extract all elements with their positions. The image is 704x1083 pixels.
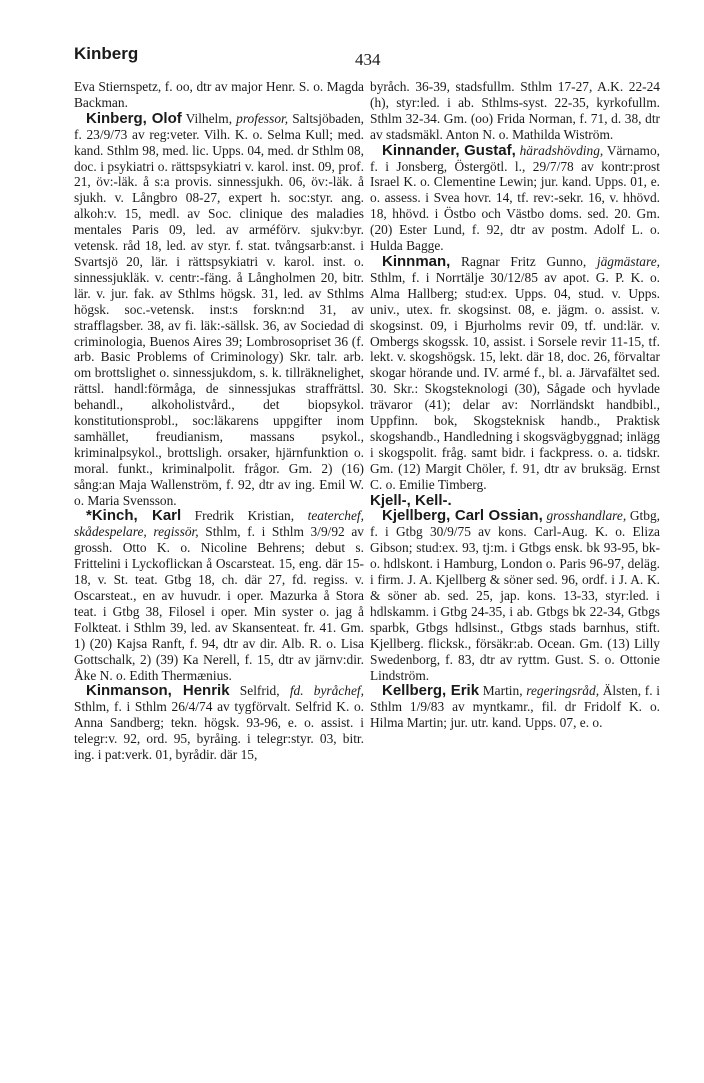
entry-occupation: jägmästare, <box>596 253 660 269</box>
entry-occupation: fd. byråchef, <box>289 683 364 699</box>
entry-kinberg-olof <box>74 111 364 509</box>
entry-headword: Kinmanson, Henrik <box>86 682 230 700</box>
entry-occupation: professor, <box>236 110 289 126</box>
entry-occupation: teaterchef, skådespelare, regissör, <box>74 508 364 540</box>
entry-occupation: regeringsråd, <box>526 683 600 699</box>
entry-headword: Kinberg, Olof <box>86 109 182 127</box>
entry-kellberg-erik <box>370 683 660 731</box>
entry-stiernspetz-continuation <box>74 79 364 111</box>
entry-text: Fredrik Kristian, teaterchef, skådespelare, regissör, Sthlm, f. i Sthlm 3/9/92 av grossh. Otto K. o. Nicoline Behrens; debut s. Frittelini i Lyckoflickan å Oscarsteat. 15, eng. där 15-18, v. St. teat. Gtbg 18, ch. där 27, fd. regiss. v. Oscarsteat., en av huvudr. i oper. Mazurka å Stora teat. i Gtbg 38, Filosel i oper. Min syster o. jag å Folkteat. i Sthlm 39, led. av Skansenteat. fr. 41. Gm. 1) (20) Kajsa Ranft, f. 94, dtr av dir. Alb. R. o. Lisa Gottschalk, 2) (39) Ka Nerell, f. 15, dtr av järnv:dir. Åke N. o. Edith Thermænius. <box>74 508 365 683</box>
left-column <box>74 79 364 763</box>
entry-text: Vilhelm, professor, Saltsjöbaden, f. 23/9/73 av reg:veter. Vilh. K. o. Selma Kull; med. kand. Sthlm 98, med. lic. Upps. 04, med. dr Sthlm 08, doc. i psykiatri o. rättspsykiatri v. karol. inst. 09, prof. 21, öv:-läk. å s:a provis. sinnessjukh. 06, öv:-läk. å sjukh. v. Långbro 08-27, expert h. soc:styr. ang. alkoh:v. 15, medl. av Soc. clinique des maladies mentales Paris 09, led. av arméförv. sjukv:byr. vetensk. råd 18, led. av styr. f. stat. tvångsarb:anst. i Svartsjö 20, lär. i rättspsykiatri v. karol. inst. o. sinnessjukläk. v. centr:-fäng. å Långholmen 20, bitr. lär. v. jur. fak. av Sthlms högsk. 31, led. av Sthlms högsk. soc.-vetensk. inst:s forskn:nd 31, av strafflagsber. 38, av fi. läk:-sällsk. 36, av Sociedad di criminologia, Buenos Aires 39; Lombrosopriset 36 (f. arb. Basic Problems of Criminology) Skr. talr. arb. om brottslighet o. sinnessjukdom, s. k. tillräknelighet, rättsl. handl:förmåga, de sinnessjukas straffrättsl. behandl., alkoholistvård., det biopsykol. konstitutionsprobl., soc:läkarens uppgifter inom samhället, freudianism, massans psykol., kriminalpsykol., brottsligh. orsaker, hjärnfunktion o. moral. funkt., kriminalpolit. frågor. Gm. 2) (16) sång:an Maja Wallenström, f. 92, dtr av ing. Emil W. o. Maria Svensson. <box>74 110 364 508</box>
entry-headword: Kinnman, <box>382 252 451 270</box>
entry-headword: Kjellberg, Carl Ossian, <box>382 507 543 525</box>
entry-headword: *Kinch, Karl <box>86 507 182 525</box>
entry-text: byråch. 36-39, stadsfullm. Sthlm 17-27, A.K. 22-24 (h), styr:led. i ab. Sthlms-syst. 22-35, kyrkofullm. Sthlm 32-34. Gm. (oo) Frida Norman, f. 71, d. 38, dtr av stadsmäkl. Anton N. o. Mathilda Wiström. <box>370 79 660 142</box>
right-column <box>370 79 660 731</box>
entry-occupation: grosshandlare, <box>546 508 627 524</box>
entry-text: Martin, regeringsråd, Älsten, f. i Sthlm 1/9/83 av myntkamr., fil. dr Fridolf K. o. Hilma Martin; jur. utr. kand. Upps. 07, e. o. <box>370 683 660 731</box>
entry-kinmanson-continuation <box>370 79 660 143</box>
entry-text: häradshövding, Värnamo, f. i Jonsberg, Östergötl. l., 29/7/78 av kontr:prost Israel K. o. Clementine Lewin; jur. kand. Upps. 01, e. o. assess. i Svea hovr. 14, tf. rev:-sekr. 16, v. hhövd. 18, hhövd. i Östbo och Västbo doms. sed. 20. Gm. (20) Ester Lund, f. 92, dtr av postm. Adolf L. o. Hulda Bagge. <box>370 142 660 254</box>
entry-kinmanson-henrik <box>74 683 364 763</box>
cross-reference <box>370 493 660 509</box>
entry-headword: Kellberg, Erik <box>382 682 480 700</box>
entry-kinnander-gustaf <box>370 143 660 254</box>
page-number: 434 <box>355 50 381 69</box>
entry-text: Selfrid, fd. byråchef, Sthlm, f. i Sthlm 26/4/74 av tygförvalt. Selfrid K. o. Anna Sandberg; tekn. högsk. 93-96, e. o. assist. i telegr:v. 92, ord. 95, byråing. i telegr:styr. 03, bitr. ing. i pat:verk. 01, byrådir. där 15, <box>74 683 364 763</box>
entry-occupation: häradshövding, <box>519 142 604 158</box>
entry-headword: Kjell-, Kell-. <box>370 491 452 509</box>
entry-text: Ragnar Fritz Gunno, jägmästare, Sthlm, f. i Norrtälje 30/12/85 av apot. G. P. K. o. Alma Hallberg; stud:ex. Upps. 04, stud. v. Upps. univ., utex. fr. skogsinst. 08, e. jägm. o. assist. v. skogsinst. 09, i Bjurholms revir 09, tf. und:lär. v. Ombergs skogssk. 10, assist. i Sorsele revir 11-15, tf. lekt. v. skogshögsk. 15, lekt. där 18, doc. 26, förvaltar skogar hörande und. IV. armé f., bl. a. Järvafältet sed. 30. Skr.: Skogsteknologi (30), Sågade och hyvlade trävaror (41); delar av: Norrländskt handbibl., Uppfinn. bok, Skogsteknisk handb., Praktisk skogshandb., Handledning i skogsvägbyggnad; inlägg i skogspolit. fråg. samt bidr. i fackpress. o. a. tidskr. Gm. (12) Margit Chöler, f. 91, dtr av bruksäg. Ernst C. o. Emilie Timberg. <box>370 253 660 492</box>
entry-text: Eva Stiernspetz, f. oo, dtr av major Henr. S. o. Magda Backman. <box>74 79 364 110</box>
entry-kjellberg-carl <box>370 508 660 683</box>
entry-text: grosshandlare, Gtbg, f. i Gtbg 30/9/75 av kons. Carl-Aug. K. o. Eliza Gibson; stud:ex. 93, tj:m. i Gtbgs ensk. bk 93-95, bk- o. hdlskont. i Hamburg, London o. Paris 96-97, deläg. i firm. J. A. Kjellberg & söner sed. 96, ordf. i J. A. K. & söner ab. sed. 25, jap. kons. 13-33, styr:led. i hdlskamm. i Gtbg 24-35, i ab. Gtbgs bk 22-34, Gtbgs sparbk, Gtbgs hdlsinst., Gtbgs stads barnhus, stift. Kjellberg. flicksk., försäkr:ab. Ocean. Gm. (13) Lilly Swedenborg, f. 83, dtr av ryttm. Gust. S. o. Ottonie Lindström. <box>370 508 660 683</box>
entry-kinnman <box>370 254 660 493</box>
entry-kinch-karl <box>74 508 364 683</box>
running-head: Kinberg <box>74 44 139 63</box>
entry-headword: Kinnander, Gustaf, <box>382 141 516 159</box>
